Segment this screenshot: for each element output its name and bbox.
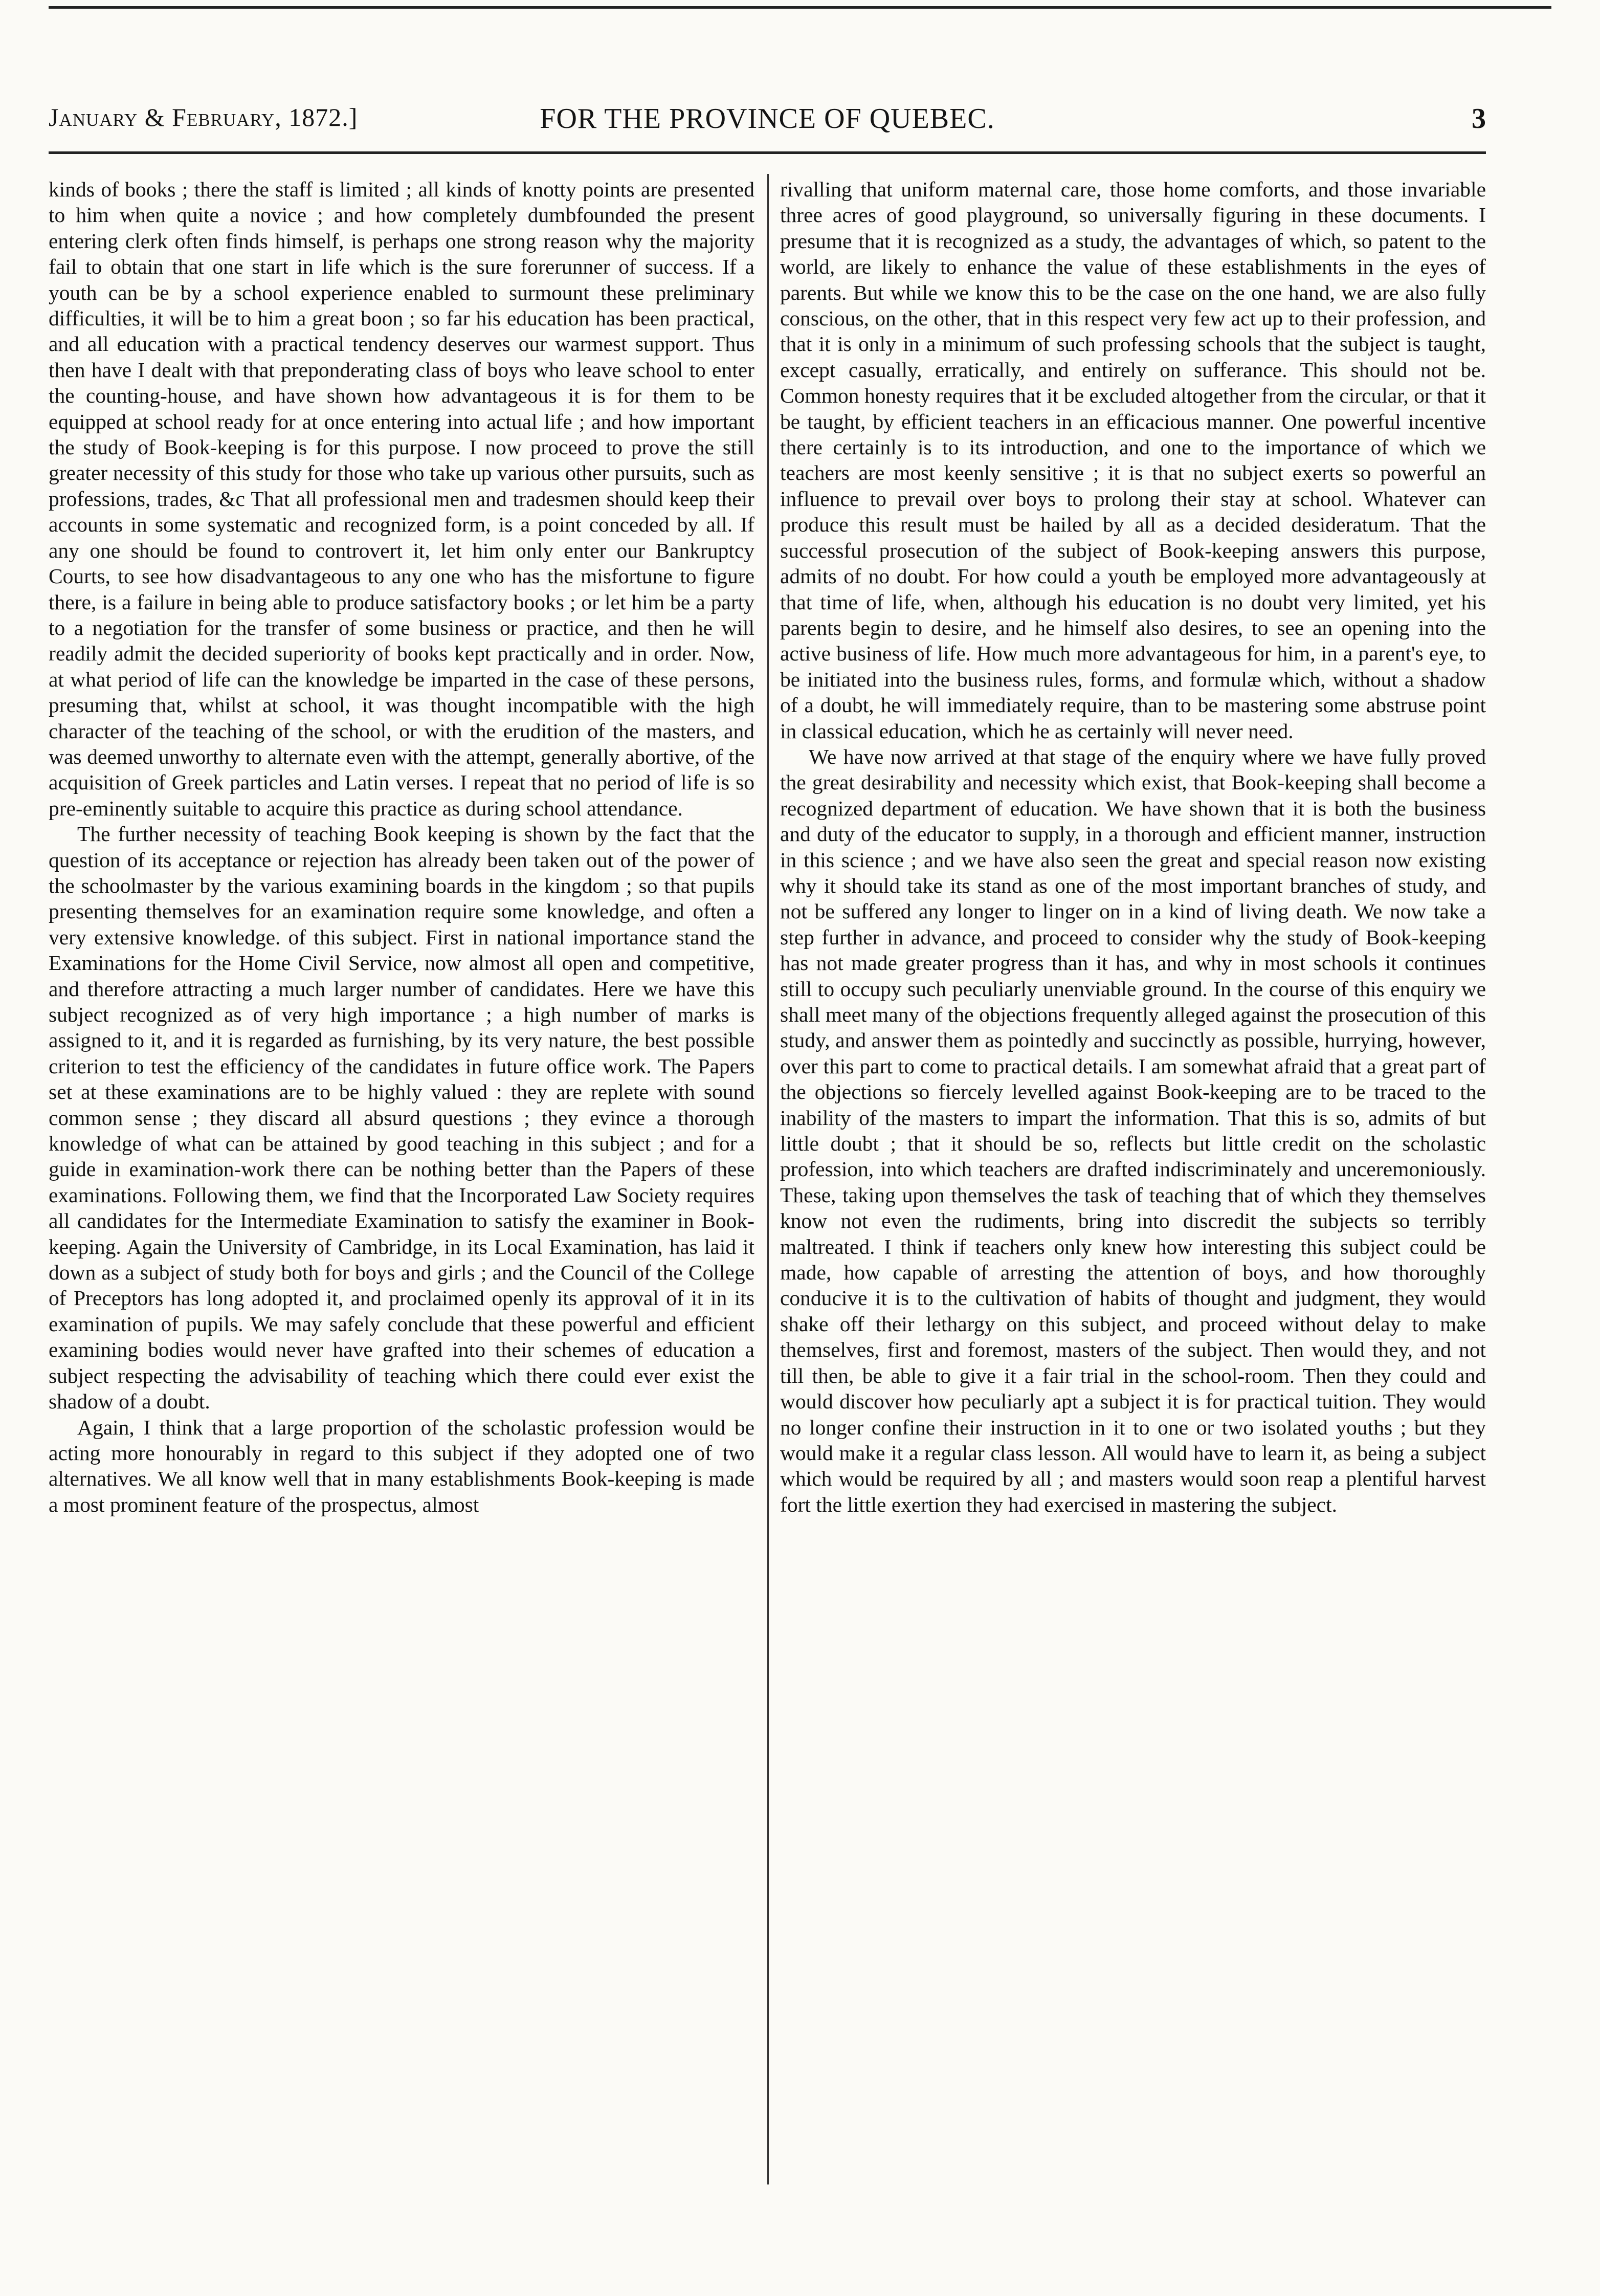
header-rule (49, 151, 1486, 154)
page-header (49, 102, 1486, 148)
left-paragraph-2: The further necessity of teaching Book keeping is shown by the fact that the question of its acceptance or rejection has already been taken out of the power of the schoolmaster by the various examining boards in the kingdom ; so that pupils presenting themselves for an examination require some knowledge, and often a very extensive knowledge. of this subject. First in national importance stand the Examinations for the Home Civil Service, now almost all open and competitive, and therefore attracting a much larger number of candidates. Here we have this subject recognized as of very high importance ; a high number of marks is assigned to it, and it is regarded as furnishing, by its very nature, the best possible criterion to test the efficiency of the candidates in future office work. The Papers set at these examinations are to be highly valued : they are replete with sound common sense ; they discard all absurd questions ; they evince a thorough knowledge of what can be attained by good teaching in this subject ; and for a guide in examination-work there can be nothing better than the Papers of these examinations. Following them, we find that the Incorporated Law Society requires all candidates for the Intermediate Examination to satisfy the examiner in Book-keeping. Again the University of Cambridge, in its Local Examination, has laid it down as a subject of study both for boys and girls ; and the Council of the College of Preceptors has long adopted it, and proclaimed openly its approval of it in its examination of pupils. We may safely conclude that these powerful and efficient examining bodies would never have grafted into their schemes of education a subject respecting the advisability of teaching which there could ever exist the shadow of a doubt. (49, 822, 754, 1414)
right-column (780, 176, 1486, 1517)
top-border-rule (49, 6, 1551, 9)
right-paragraph-1: rivalling that uniform maternal care, those home comforts, and those invariable three acres of good playground, so universally figuring in these documents. I presume that it is recognized as a study, the advantages of which, so patent to the world, are likely to enhance the value of these establishments in the eyes of parents. But while we know this to be the case on the one hand, we are also fully conscious, on the other, that in this respect very few act up to their profession, and that it is only in a minimum of such professing schools that the subject is taught, except casually, erratically, and entirely on sufferance. This should not be. Common honesty requires that it be excluded altogether from the circular, or that it be taught, by efficient teachers in an efficacious manner. One powerful incentive there certainly is to its introduction, and one to the importance of which we teachers are most keenly sensitive ; it is that no subject exerts so powerful an influence to prevail over boys to prolong their stay at school. Whatever can produce this result must be hailed by all as a decided desideratum. That the successful prosecution of the subject of Book-keeping answers this purpose, admits of no doubt. For how could a youth be employed more advantageously at that time of life, when, although his education is no doubt very limited, yet his parents begin to desire, and he himself also desires, to see an opening into the active business of life. How much more advantageous for him, in a parent's eye, to be initiated into the business rules, forms, and formulæ which, without a shadow of a doubt, he will immediately require, than to be mastering some abstruse point in classical education, which he as certainly will never need. (780, 178, 1486, 743)
left-column (49, 176, 754, 1517)
left-paragraph-3: Again, I think that a large proportion of the scholastic profession would be acting more honourably in regard to this subject if they adopted one of two alternatives. We all know well that in many establishments Book-keeping is made a most prominent feature of the prospectus, almost (49, 1415, 754, 1516)
page-number: 3 (1472, 103, 1486, 135)
right-paragraph-2: We have now arrived at that stage of the enquiry where we have fully proved the great desirability and necessity which exist, that Book-keeping shall become a recognized department of education. We have shown that it is both the business and duty of the educator to supply, in a thorough and efficient manner, instruction in this science ; and we have also seen the great and special reason now existing why it should take its stand as one of the most important branches of study, and not be suffered any longer to linger on in a kind of living death. We now take a step further in advance, and proceed to consider why the study of Book-keeping has not made greater progress than it has, and why in most schools it continues still to occupy such peculiarly unenviable ground. In the course of this enquiry we shall meet many of the objections frequently alleged against the prosecution of this study, and answer them as pointedly and succinctly as possible, hurrying, however, over this part to come to practical details. I am somewhat afraid that a great part of the objections so fiercely levelled against Book-keeping are to be traced to the inability of the masters to impart the information. That this is so, admits of but little doubt ; that it should be so, reflects but little credit on the scholastic profession, into which teachers are drafted indiscriminately and unceremoniously. These, taking upon themselves the task of teaching that of which they themselves know not even the rudiments, bring into discredit the subjects so terribly maltreated. I think if teachers only knew how interesting this subject could be made, how capable of arresting the attention of boys, and how thoroughly conducive it is to the cultivation of habits of thought and judgment, they would shake off their lethargy on this subject, and proceed without delay to make themselves, first and foremost, masters of the subject. Then would they, and not till then, be able to give it a fair trial in the school-room. Then they could and would discover how peculiarly apt a subject it is for practical tuition. They would no longer confine their instruction in it to one or two isolated youths ; but they would make it a regular class lesson. All would have to learn it, as being a subject which would be required by all ; and masters would soon reap a plentiful harvest fort the little exertion they had exercised in mastering the subject. (780, 744, 1486, 1516)
column-divider (767, 174, 769, 2184)
header-date: January & February, 1872.] (49, 103, 358, 131)
header-title: FOR THE PROVINCE OF QUEBEC. (540, 103, 995, 135)
left-paragraph-1: kinds of books ; there the staff is limited ; all kinds of knotty points are presented to him when quite a novice ; and how completely dumbfounded the present entering clerk often finds himself, is perhaps one strong reason why the majority fail to obtain that one start in life which is the sure forerunner of success. If a youth can be by a school experience enabled to surmount these preliminary difficulties, it will be to him a great boon ; so far his education has been practical, and all education with a practical tendency deserves our warmest support. Thus then have I dealt with that preponderating class of boys who leave school to enter the counting-house, and have shown how advantageous it is for them to be equipped at school ready for at once entering into actual life ; and how important the study of Book-keeping is for this purpose. I now proceed to prove the still greater necessity of this study for those who take up various other pursuits, such as professions, trades, &c That all professional men and tradesmen should keep their accounts in some systematic and recognized form, is a point conceded by all. If any one should be found to controvert it, let him only enter our Bankruptcy Courts, to see how disadvantageous to any one who has the misfortune to figure there, is a failure in being able to produce satisfactory books ; or let him be a party to a negotiation for the transfer of some business or practice, and then he will readily admit the decided superiority of books kept practically and in order. Now, at what period of life can the knowledge be imparted in the case of these persons, presuming that, whilst at school, it was thought incompatible with the high character of the teaching of the school, or with the erudition of the masters, and was deemed unworthy to alternate even with the attempt, generally abortive, of the acquisition of Greek particles and Latin verses. I repeat that no period of life is so pre-eminently suitable to acquire this practice as during school attendance. (49, 178, 754, 820)
